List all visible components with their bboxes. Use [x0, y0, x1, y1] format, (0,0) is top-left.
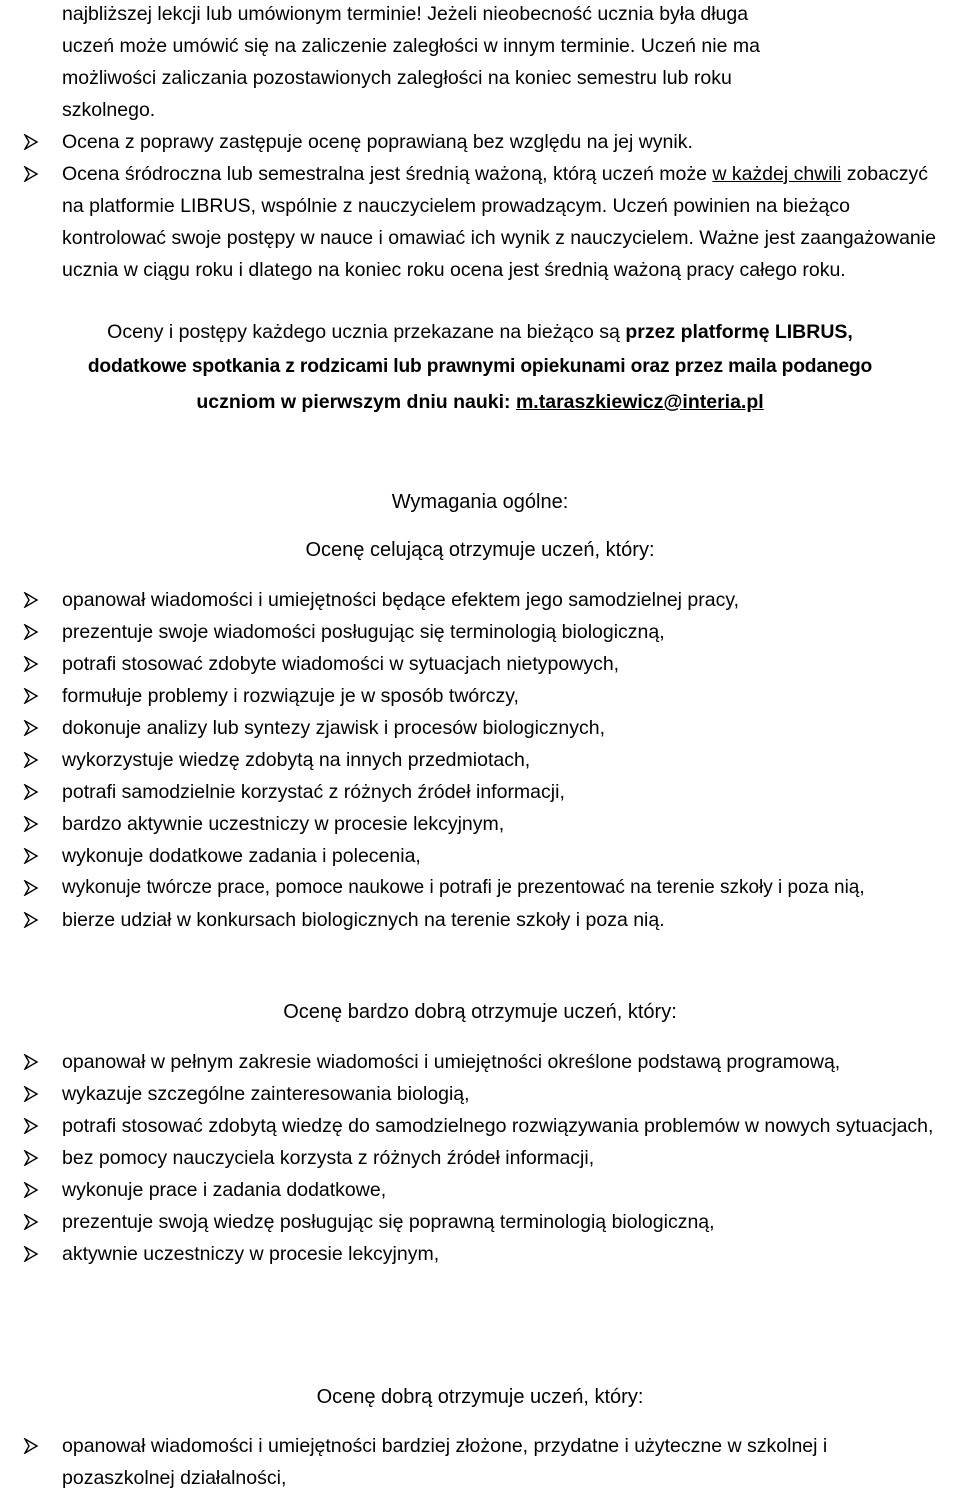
arrow-bullet-icon [22, 840, 40, 872]
list-item [0, 1430, 920, 1494]
list-item-text: formułuje problemy i rozwiązuje je w sposób twórczy, [62, 685, 519, 707]
list-item-text: wykonuje dodatkowe zadania i polecenia, [62, 845, 421, 867]
list-item-text: potrafi samodzielnie korzystać z różnych źródeł informacji, [62, 781, 565, 803]
list-item-text: opanował wiadomości i umiejętności będące efektem jego samodzielnej pracy, [62, 589, 740, 611]
arrow-bullet-icon [22, 1110, 40, 1142]
arrow-bullet-icon [22, 744, 40, 776]
bardzo-dobra-list [0, 1046, 940, 1270]
list-item [0, 872, 960, 904]
list-item [0, 1142, 940, 1174]
contact-text: Oceny i postępy każdego ucznia przekazane na bieżąco są [107, 321, 626, 343]
section-title: Wymagania ogólne: [391, 491, 569, 513]
list-item [0, 158, 950, 286]
list-item [0, 1110, 940, 1142]
rules-list [0, 126, 950, 286]
list-item [0, 904, 960, 936]
grade-heading-celujaca: Ocenę celującą otrzymuje uczeń, który: [305, 539, 655, 561]
arrow-bullet-icon [22, 712, 40, 744]
arrow-bullet-icon [22, 1046, 40, 1078]
list-item [0, 712, 960, 744]
list-item [0, 616, 960, 648]
arrow-bullet-icon [22, 616, 40, 648]
list-item-text: Ocena z poprawy zastępuje ocenę poprawianą bez względu na jej wynik. [62, 131, 693, 153]
arrow-bullet-icon [22, 872, 40, 904]
list-item [0, 840, 960, 872]
contact-line [0, 386, 960, 418]
arrow-bullet-icon [22, 776, 40, 808]
grade-heading-bardzo-dobra: Ocenę bardzo dobrą otrzymuje uczeń, który: [283, 1001, 677, 1023]
list-item [0, 680, 960, 712]
contact-platform: przez platformę LIBRUS, [625, 321, 853, 343]
contact-paragraph [0, 316, 960, 418]
list-item-text: potrafi stosować zdobytą wiedzę do samodzielnego rozwiązywania problemów w nowych sytuacjach, [62, 1115, 934, 1137]
list-item-text: aktywnie uczestniczy w procesie lekcyjnym, [62, 1243, 440, 1265]
arrow-bullet-icon [22, 904, 40, 936]
list-item-text: bardzo aktywnie uczestniczy w procesie lekcyjnym, [62, 813, 505, 835]
list-item [0, 1078, 940, 1110]
list-item-text: bez pomocy nauczyciela korzysta z różnych źródeł informacji, [62, 1147, 595, 1169]
list-item [0, 1206, 940, 1238]
list-item-text: wykorzystuje wiedzę zdobytą na innych przedmiotach, [62, 749, 531, 771]
list-item [0, 126, 950, 158]
contact-line [0, 316, 960, 348]
contact-line: dodatkowe spotkania z rodzicami lub prawnymi opiekunami oraz przez maila podanego [87, 356, 873, 377]
list-item-text [62, 163, 936, 281]
list-item-text: wykonuje twórcze prace, pomoce naukowe i potrafi je prezentować na terenie szkoły i poza nią, [62, 877, 865, 898]
intro-line: uczeń może umówić się na zaliczenie zaległości w innym terminie. Uczeń nie ma [62, 35, 760, 57]
list-item-text: dokonuje analizy lub syntezy zjawisk i procesów biologicznych, [62, 717, 606, 739]
list-item-text: wykonuje prace i zadania dodatkowe, [62, 1179, 387, 1201]
arrow-bullet-icon [22, 808, 40, 840]
intro-line: najbliższej lekcji lub umówionym terminie! Jeżeli nieobecność ucznia była długa [62, 3, 749, 25]
arrow-bullet-icon [22, 1238, 40, 1270]
list-item [0, 1174, 940, 1206]
list-item [0, 648, 960, 680]
list-item-text: opanował w pełnym zakresie wiadomości i umiejętności określone podstawą programową, [62, 1051, 841, 1073]
arrow-bullet-icon [22, 584, 40, 616]
arrow-bullet-icon [22, 1206, 40, 1238]
intro-line: możliwości zaliczania pozostawionych zaległości na koniec semestru lub roku [62, 67, 732, 89]
list-item-text: bierze udział w konkursach biologicznych na terenie szkoły i poza nią. [62, 909, 665, 931]
arrow-bullet-icon [22, 1142, 40, 1174]
grade-heading-dobra: Ocenę dobrą otrzymuje uczeń, który: [316, 1386, 644, 1408]
arrow-bullet-icon [22, 158, 40, 190]
list-item-text: prezentuje swoją wiedzę posługując się poprawną terminologią biologiczną, [62, 1211, 715, 1233]
email-link[interactable]: m.taraszkiewicz@interia.pl [515, 391, 764, 413]
list-item [0, 1046, 940, 1078]
list-item [0, 1238, 940, 1270]
list-item [0, 584, 960, 616]
arrow-bullet-icon [22, 648, 40, 680]
celujaca-list [0, 584, 960, 936]
list-item [0, 744, 960, 776]
arrow-bullet-icon [22, 1430, 40, 1462]
list-item-text: prezentuje swoje wiadomości posługując się terminologią biologiczną, [62, 621, 665, 643]
list-item-text: opanował wiadomości i umiejętności bardziej złożone, przydatne i użyteczne w szkolnej i pozaszkolnej działalności, [62, 1435, 828, 1489]
list-item-text: potrafi stosować zdobyte wiadomości w sytuacjach nietypowych, [62, 653, 620, 675]
list-item-text-part: zobaczyć na platformie LIBRUS, wspólnie z nauczycielem prowadzącym. Uczeń powinien na bieżąco kontrolować swoje postępy w nauce i omawiać ich wynik z nauczycielem. Ważne jest zaangażowanie ucznia w ciągu roku i dlatego na koniec roku ocena jest średnią ważoną pracy całego roku. [62, 163, 936, 281]
contact-text: uczniom w pierwszym dniu nauki: [196, 391, 516, 413]
arrow-bullet-icon [22, 680, 40, 712]
arrow-bullet-icon [22, 1078, 40, 1110]
list-item-text-part: Ocena śródroczna lub semestralna jest średnią ważoną, którą uczeń może [62, 163, 713, 185]
intro-paragraph [62, 0, 942, 126]
intro-line: szkolnego. [62, 99, 156, 121]
list-item [0, 776, 960, 808]
list-item [0, 808, 960, 840]
dobra-list [0, 1430, 920, 1494]
underlined-phrase: w każdej chwili [712, 163, 842, 185]
list-item-text: wykazuje szczególne zainteresowania biologią, [62, 1083, 470, 1105]
arrow-bullet-icon [22, 1174, 40, 1206]
arrow-bullet-icon [22, 126, 40, 158]
